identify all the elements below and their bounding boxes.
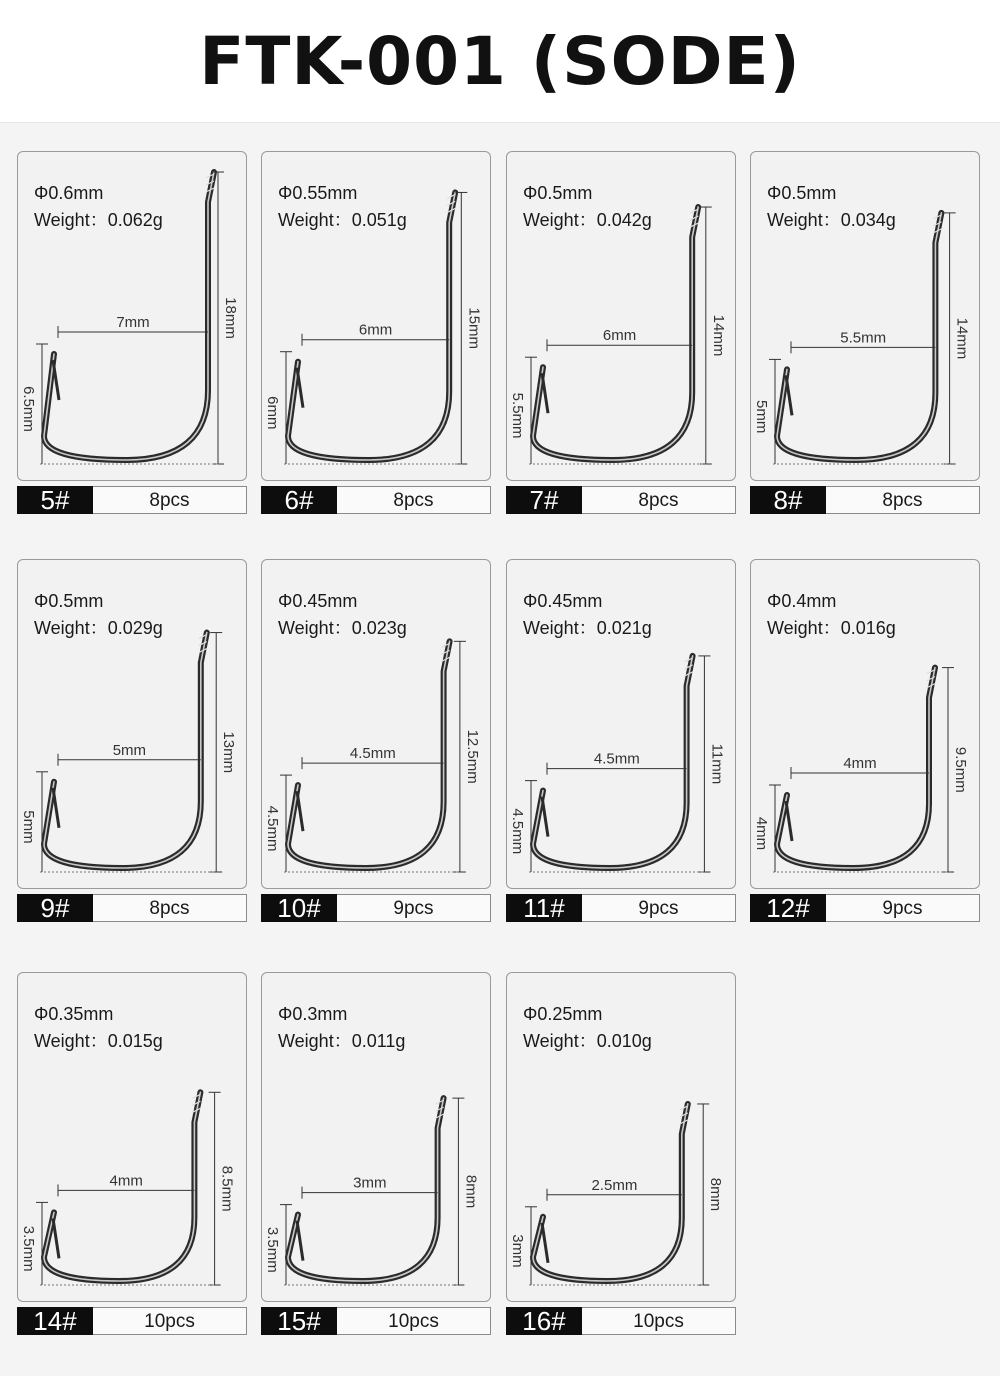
wire-diameter: Φ0.4mm <box>767 591 837 611</box>
size-tag <box>506 894 736 922</box>
hook-card <box>750 559 980 889</box>
piece-count: 9pcs <box>393 898 434 919</box>
hook-weight: Weight：0.016g <box>767 618 896 638</box>
hook-weight: Weight：0.011g <box>278 1031 406 1051</box>
hook-card <box>506 559 736 889</box>
hook-diagram <box>507 560 737 890</box>
point-height-label: 4.5mm <box>509 808 526 855</box>
hook-size-badge: 11# <box>506 894 582 922</box>
hook-card <box>261 972 491 1302</box>
gap-width-label: 7mm <box>116 314 150 331</box>
shank-length-label: 14mm <box>953 317 971 360</box>
shank-length-label: 11mm <box>708 743 726 785</box>
hook-diagram <box>507 973 737 1303</box>
size-tag <box>261 1307 491 1335</box>
hook-weight: Weight：0.010g <box>523 1031 652 1051</box>
hook-diagram <box>262 560 492 890</box>
hook-card <box>261 559 491 889</box>
piece-count: 9pcs <box>882 898 923 919</box>
wire-diameter: Φ0.6mm <box>34 183 104 203</box>
hook-weight: Weight：0.051g <box>278 210 407 230</box>
wire-diameter: Φ0.25mm <box>523 1004 603 1024</box>
header <box>0 0 1000 123</box>
hook-size-badge: 14# <box>17 1307 93 1335</box>
point-height-label: 3.5mm <box>264 1226 281 1273</box>
wire-diameter: Φ0.45mm <box>278 591 358 611</box>
shank-length-label: 13mm <box>220 731 238 774</box>
hook-diagram <box>262 152 492 482</box>
hook-card <box>17 972 247 1302</box>
shank-length-label: 8.5mm <box>218 1165 236 1212</box>
gap-width-label: 5mm <box>112 741 147 759</box>
shank-length-label: 9.5mm <box>952 746 969 793</box>
hook-diagram <box>751 152 981 482</box>
wire-diameter: Φ0.55mm <box>278 183 358 203</box>
hook-weight: Weight：0.029g <box>34 618 163 638</box>
hook-size-badge: 10# <box>261 894 337 922</box>
size-tag <box>17 894 247 922</box>
shank-length-label: 8mm <box>707 1177 725 1212</box>
hook-card <box>261 151 491 481</box>
wire-diameter: Φ0.5mm <box>34 591 104 611</box>
hook-diagram <box>18 152 248 482</box>
hook-diagram <box>507 152 737 482</box>
piece-count: 10pcs <box>388 1311 439 1332</box>
hook-weight: Weight：0.062g <box>34 210 163 230</box>
hook-weight: Weight：0.042g <box>523 210 652 230</box>
hook-size-badge: 6# <box>261 486 337 514</box>
hook-size-badge: 16# <box>506 1307 582 1335</box>
shank-length-label: 14mm <box>709 314 727 357</box>
piece-count: 8pcs <box>393 490 434 511</box>
page-title: FTK-001 (SODE) <box>199 22 801 100</box>
hook-card <box>17 559 247 889</box>
gap-width-label: 4.5mm <box>593 750 640 768</box>
hook-weight: Weight：0.021g <box>523 618 652 638</box>
piece-count: 9pcs <box>638 898 679 919</box>
gap-width-label: 2.5mm <box>591 1176 638 1194</box>
size-tag <box>506 1307 736 1335</box>
gap-width-label: 4mm <box>109 1172 143 1190</box>
point-height-label: 6mm <box>264 396 281 430</box>
point-height-label: 6.5mm <box>20 386 37 432</box>
size-tag <box>17 486 247 514</box>
hook-size-badge: 8# <box>750 486 826 514</box>
shank-length-label: 18mm <box>222 297 239 339</box>
hook-diagram <box>751 560 981 890</box>
shank-length-label: 8mm <box>462 1174 480 1209</box>
point-height-label: 4mm <box>753 816 770 851</box>
piece-count: 8pcs <box>149 898 190 919</box>
gap-width-label: 6mm <box>602 327 637 345</box>
hook-size-badge: 7# <box>506 486 582 514</box>
wire-diameter: Φ0.35mm <box>34 1004 114 1024</box>
hook-weight: Weight：0.023g <box>278 618 407 638</box>
wire-diameter: Φ0.45mm <box>523 591 603 611</box>
gap-width-label: 4mm <box>843 755 877 772</box>
size-tag <box>750 894 980 922</box>
gap-width-label: 3mm <box>353 1174 387 1192</box>
shank-length-label: 12.5mm <box>463 729 481 784</box>
gap-width-label: 5.5mm <box>840 329 887 347</box>
point-height-label: 5mm <box>20 810 37 844</box>
gap-width-label: 6mm <box>358 321 393 339</box>
point-height-label: 3.5mm <box>20 1225 37 1272</box>
point-height-label: 4.5mm <box>264 805 281 852</box>
piece-count: 10pcs <box>633 1311 684 1332</box>
hook-card <box>17 151 247 481</box>
hook-size-badge: 12# <box>750 894 826 922</box>
wire-diameter: Φ0.5mm <box>767 183 837 203</box>
size-tag <box>261 894 491 922</box>
gap-width-label: 4.5mm <box>349 745 396 763</box>
piece-count: 10pcs <box>144 1311 195 1332</box>
hook-card <box>506 151 736 481</box>
hook-weight: Weight：0.034g <box>767 210 896 230</box>
size-tag <box>17 1307 247 1335</box>
piece-count: 8pcs <box>149 490 190 511</box>
point-height-label: 5.5mm <box>509 392 526 439</box>
size-tag <box>261 486 491 514</box>
wire-diameter: Φ0.5mm <box>523 183 593 203</box>
hook-diagram <box>262 973 492 1303</box>
size-tag <box>750 486 980 514</box>
wire-diameter: Φ0.3mm <box>278 1004 348 1024</box>
hook-size-badge: 5# <box>17 486 93 514</box>
piece-count: 8pcs <box>638 490 679 511</box>
hook-diagram <box>18 560 248 890</box>
point-height-label: 5mm <box>753 400 770 434</box>
hook-diagram <box>18 973 248 1303</box>
size-tag <box>506 486 736 514</box>
hook-card <box>506 972 736 1302</box>
hook-card <box>750 151 980 481</box>
hook-weight: Weight：0.015g <box>34 1031 163 1051</box>
point-height-label: 3mm <box>509 1234 526 1268</box>
piece-count: 8pcs <box>882 490 923 511</box>
shank-length-label: 15mm <box>465 307 483 350</box>
hook-size-badge: 9# <box>17 894 93 922</box>
hook-size-badge: 15# <box>261 1307 337 1335</box>
